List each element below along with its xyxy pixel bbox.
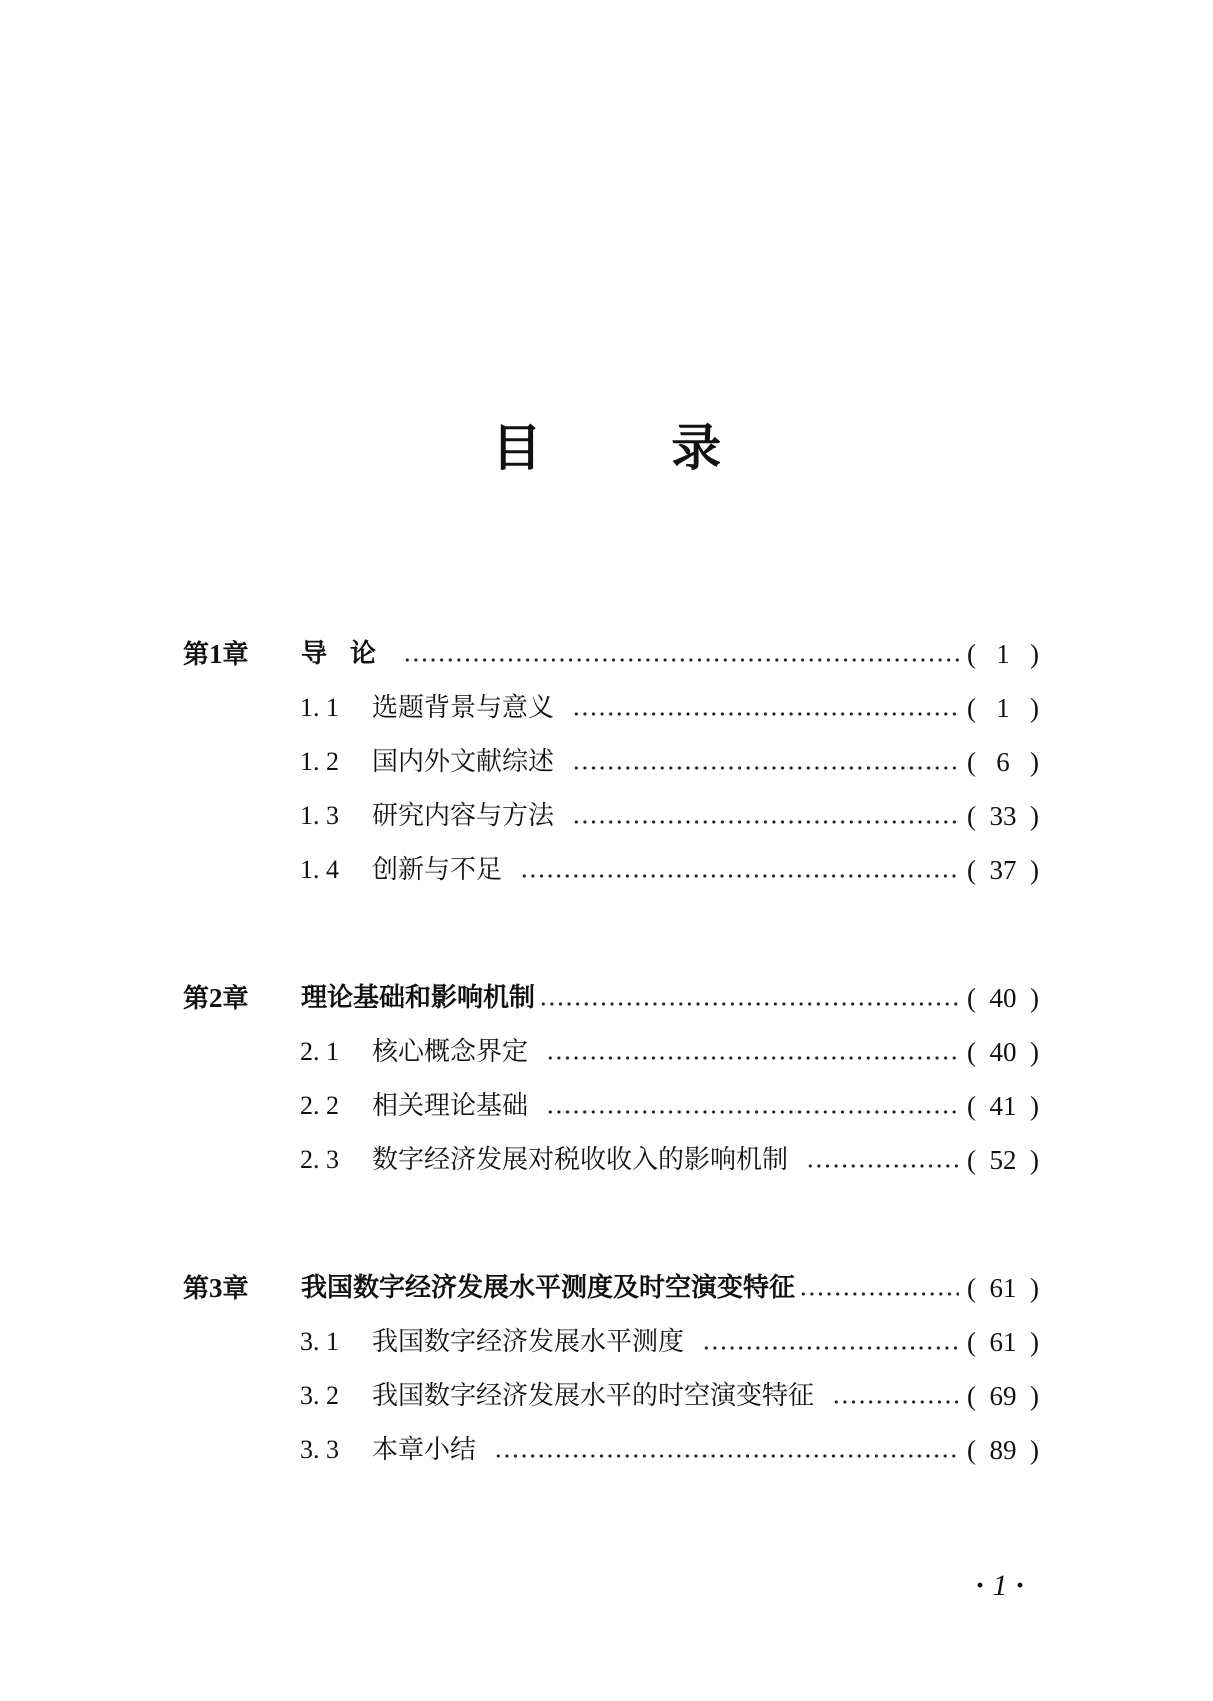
- page-reference: ( 40 ): [967, 983, 1039, 1013]
- page-reference: ( 52 ): [967, 1145, 1039, 1175]
- dot-leader: [702, 1322, 959, 1362]
- chapter-title: 理论基础和影响机制: [301, 983, 536, 1013]
- page-reference: ( 41 ): [967, 1091, 1039, 1121]
- page-reference: ( 33 ): [967, 801, 1039, 831]
- toc-chapter-3[interactable]: [183, 1268, 1039, 1308]
- toc-section-1-4[interactable]: [300, 850, 1039, 890]
- dot-leader: [546, 1032, 959, 1072]
- toc-section-1-2[interactable]: [300, 742, 1039, 782]
- page-reference: ( 89 ): [967, 1435, 1039, 1465]
- chapter-title: 导论: [301, 639, 400, 669]
- page-reference: ( 69 ): [967, 1381, 1039, 1411]
- page-reference: ( 1 ): [967, 693, 1039, 723]
- dot-leader: [799, 1268, 959, 1308]
- section-title: 相关理论基础: [372, 1091, 529, 1121]
- section-title: 创新与不足: [372, 855, 503, 885]
- section-number: 3. 1: [300, 1327, 339, 1356]
- section-number: 2. 1: [300, 1037, 339, 1066]
- page-reference: ( 6 ): [967, 747, 1039, 777]
- page-reference: ( 1 ): [967, 639, 1039, 669]
- toc-section-3-2[interactable]: [300, 1376, 1039, 1416]
- toc-section-2-2[interactable]: [300, 1086, 1039, 1126]
- dot-leader: [520, 850, 959, 890]
- section-number: 3. 3: [300, 1435, 339, 1464]
- page-reference: ( 37 ): [967, 855, 1039, 885]
- section-title: 数字经济发展对税收收入的影响机制: [372, 1145, 789, 1175]
- dot-leader: [572, 688, 959, 728]
- section-number: 1. 3: [300, 801, 339, 830]
- chapter-label: 第1章: [183, 638, 249, 670]
- dot-leader: [539, 978, 959, 1018]
- section-title: 研究内容与方法: [372, 801, 555, 831]
- dot-leader: [832, 1376, 959, 1416]
- section-title: 我国数字经济发展水平的时空演变特征: [372, 1381, 815, 1411]
- toc-section-3-1[interactable]: [300, 1322, 1039, 1362]
- section-title: 核心概念界定: [372, 1037, 529, 1067]
- section-number: 2. 2: [300, 1091, 339, 1120]
- dot-leader: [494, 1430, 959, 1470]
- toc-section-2-1[interactable]: [300, 1032, 1039, 1072]
- section-number: 1. 1: [300, 693, 339, 722]
- toc-section-2-3[interactable]: [300, 1140, 1039, 1180]
- section-number: 2. 3: [300, 1145, 339, 1174]
- toc-section-1-3[interactable]: [300, 796, 1039, 836]
- section-title: 国内外文献综述: [372, 747, 555, 777]
- section-title: 我国数字经济发展水平测度: [372, 1327, 685, 1357]
- chapter-label: 第2章: [183, 982, 249, 1014]
- toc-section-3-3[interactable]: [300, 1430, 1039, 1470]
- chapter-label: 第3章: [183, 1272, 249, 1304]
- dot-leader: [806, 1140, 959, 1180]
- toc-section-1-1[interactable]: [300, 688, 1039, 728]
- page-reference: ( 40 ): [967, 1037, 1039, 1067]
- page-title: 目 录: [491, 419, 778, 477]
- dot-leader: [546, 1086, 959, 1126]
- section-number: 1. 2: [300, 747, 339, 776]
- page-reference: ( 61 ): [967, 1327, 1039, 1357]
- dot-leader: [572, 742, 959, 782]
- section-title: 本章小结: [372, 1435, 477, 1465]
- section-number: 1. 4: [300, 855, 339, 884]
- toc-chapter-1[interactable]: [183, 634, 1039, 674]
- section-title: 选题背景与意义: [372, 693, 555, 723]
- page-number: · 1 ·: [974, 1569, 1026, 1602]
- dot-leader: [572, 796, 959, 836]
- chapter-title: 我国数字经济发展水平测度及时空演变特征: [301, 1273, 796, 1303]
- page-reference: ( 61 ): [967, 1273, 1039, 1303]
- toc-chapter-2[interactable]: [183, 978, 1039, 1018]
- section-number: 3. 2: [300, 1381, 339, 1410]
- dot-leader: [403, 634, 959, 674]
